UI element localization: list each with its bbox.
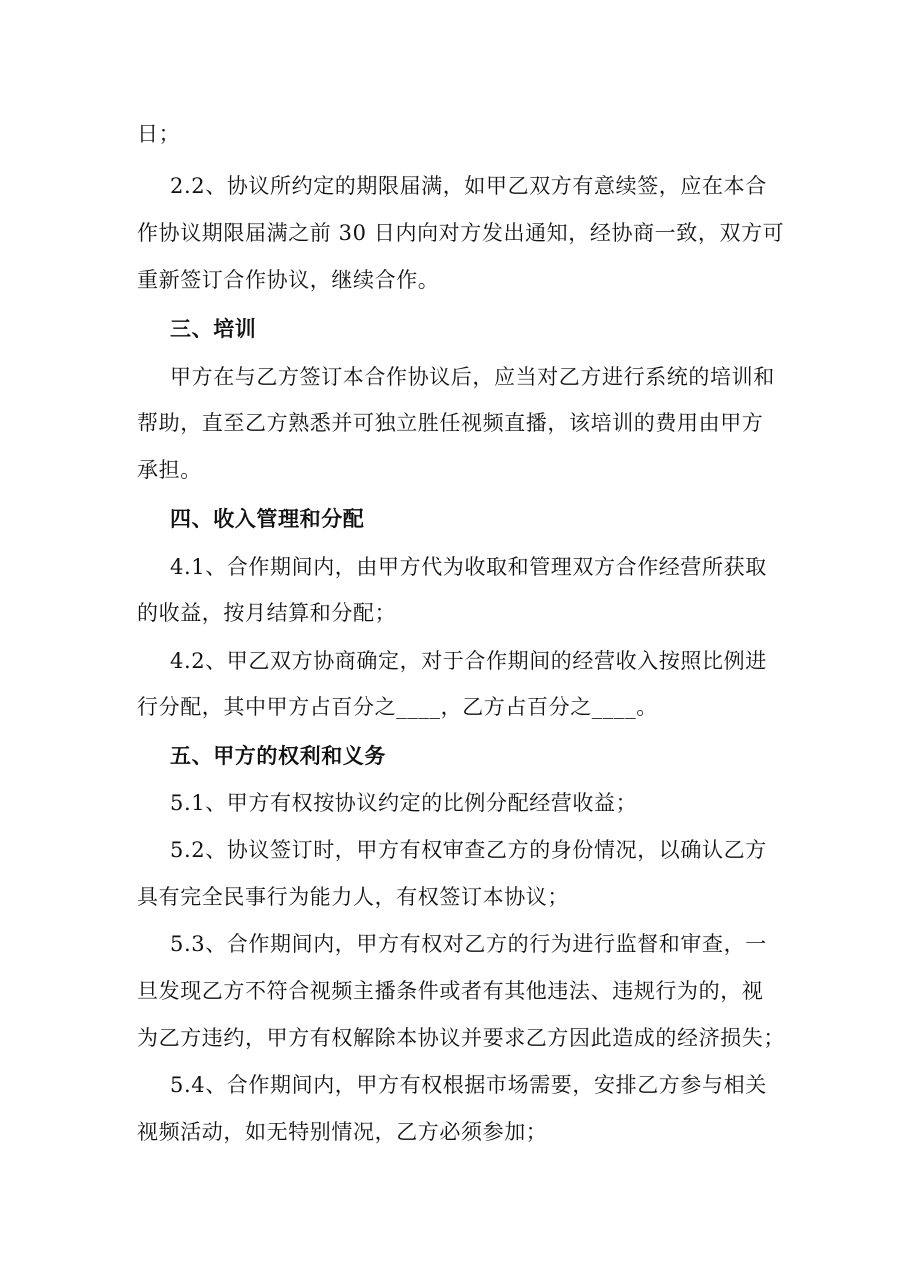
text-line: 旦发现乙方不符合视频主播条件或者有其他违法、违规行为的，视 bbox=[137, 979, 764, 1003]
clause-4-2: 4.2、甲乙双方协商确定，对于合作期间的经营收入按照比例进 bbox=[170, 649, 767, 673]
text-line: 视频活动，如无特别情况，乙方必须参加； bbox=[137, 1120, 548, 1144]
text-line: 日； bbox=[137, 122, 181, 146]
clause-4-1: 4.1、合作期间内，由甲方代为收取和管理双方合作经营所获取 bbox=[170, 555, 767, 579]
clause-2-2: 2.2、协议所约定的期限届满，如甲乙双方有意续签，应在本合 bbox=[170, 174, 767, 198]
text-line: 帮助，直至乙方熟悉并可独立胜任视频直播，该培训的费用由甲方 bbox=[137, 411, 764, 435]
text-line: 甲方在与乙方签订本合作协议后，应当对乙方进行系统的培训和 bbox=[170, 365, 775, 389]
text-line: 为乙方违约，甲方有权解除本协议并要求乙方因此造成的经济损失； bbox=[137, 1026, 785, 1050]
section-heading-income: 四、收入管理和分配 bbox=[170, 506, 365, 531]
section-heading-training: 三、培训 bbox=[170, 316, 257, 341]
clause-5-4: 5.4、合作期间内，甲方有权根据市场需要，安排乙方参与相关 bbox=[170, 1073, 767, 1097]
text-line: 具有完全民事行为能力人，有权签订本协议； bbox=[137, 885, 569, 909]
clause-5-1: 5.1、甲方有权按协议约定的比例分配经营收益； bbox=[170, 791, 638, 815]
section-heading-party-a-rights: 五、甲方的权利和义务 bbox=[170, 743, 386, 768]
text-line: 承担。 bbox=[137, 458, 202, 482]
text-line: 的收益，按月结算和分配； bbox=[137, 601, 397, 625]
clause-5-3: 5.3、合作期间内，甲方有权对乙方的行为进行监督和审查，一 bbox=[170, 932, 767, 956]
text-line: 行分配，其中甲方占百分之____，乙方占百分之____。 bbox=[137, 695, 658, 719]
text-line: 重新签订合作协议，继续合作。 bbox=[137, 268, 440, 292]
text-line: 作协议期限届满之前 30 日内向对方发出通知，经协商一致，双方可 bbox=[137, 221, 785, 245]
clause-5-2: 5.2、协议签订时，甲方有权审查乙方的身份情况，以确认乙方 bbox=[170, 838, 767, 862]
